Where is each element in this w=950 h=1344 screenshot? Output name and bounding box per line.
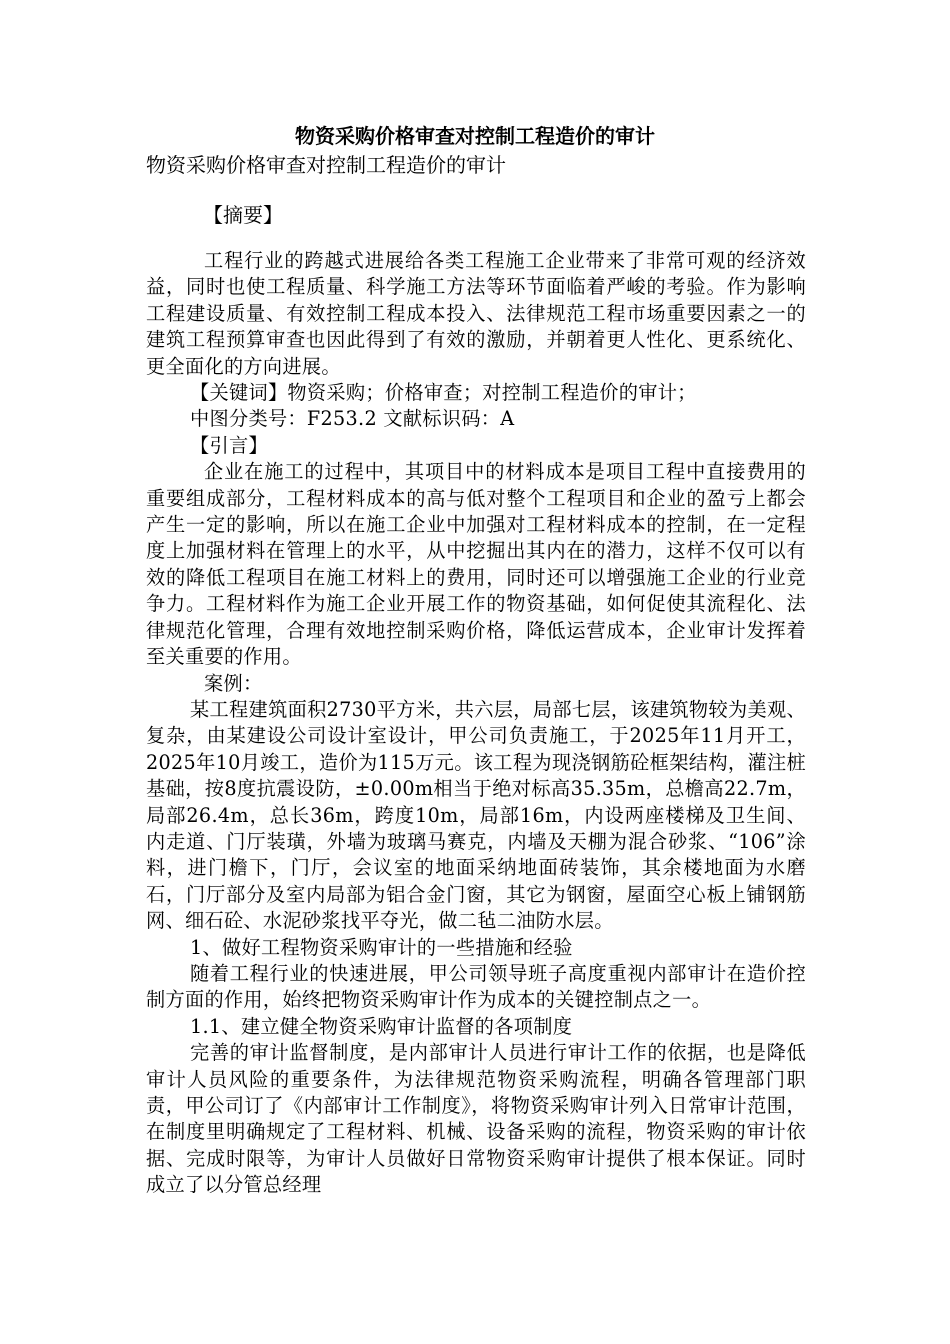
- keywords-line: 【关键词】物资采购；价格审查；对控制工程造价的审计；: [190, 381, 697, 405]
- section-1-heading: 1、做好工程物资采购审计的一些措施和经验: [190, 935, 573, 959]
- classification-line: 中图分类号：F253.2 文献标识码：A: [190, 407, 515, 431]
- abstract-paragraph: 工程行业的跨越式进展给各类工程施工企业带来了非常可观的经济效益，同时也使工程质量、科学施工方法等环节面临着严峻的考验。作为影响工程建设质量、有效控制工程成本投入、法律规范工程市场重要因素之一的建筑工程预算审查也因此得到了有效的激励，并朝着更人性化、更系统化、更全面化的方向进展。: [146, 249, 806, 378]
- introduction-heading: 【引言】: [190, 433, 268, 457]
- introduction-paragraph: 企业在施工的过程中，其项目中的材料成本是项目工程中直接费用的重要组成部分，工程材料成本的高与低对整个工程项目和企业的盈亏上都会产生一定的影响，所以在施工企业中加强对工程材料成本的控制，在一定程度上加强材料在管理上的水平，从中挖掘出其内在的潜力，这样不仅可以有效的降低工程项目在施工材料上的费用，同时还可以增强施工企业的行业竞争力。工程材料作为施工企业开展工作的物资基础，如何促使其流程化、法律规范化管理，合理有效地控制采购价格，降低运营成本，企业审计发挥着至关重要的作用。: [146, 460, 806, 669]
- document-body: [146, 248, 806, 1199]
- case-paragraph: 某工程建筑面积2730平方米，共六层，局部七层，该建筑物较为美观、复杂，由某建设公司设计室设计，甲公司负责施工，于2025年11月开工，2025年10月竣工，造价为115万元。该工程为现浇钢筋砼框架结构，灌注桩基础，按8度抗震设防，±0.00m相当于绝对标高35.35m，总檐高22.7m，局部26.4m，总长36m，跨度10m，局部16m，内设两座楼梯及卫生间、内走道、门厅装璜，外墙为玻璃马赛克，内墙及天棚为混合砂浆、“106”涂料，进门檐下，门厅，会议室的地面采纳地面砖装饰，其余楼地面为水磨石，门厅部分及室内局部为铝合金门窗，其它为钢窗，屋面空心板上铺钢筋网、细石砼、水泥砂浆找平夺光，做二毡二油防水层。: [146, 697, 806, 933]
- abstract-heading: 【摘要】: [203, 203, 283, 227]
- document-title: 物资采购价格审查对控制工程造价的审计: [295, 124, 655, 148]
- section-1-1-heading: 1.1、建立健全物资采购审计监督的各项制度: [190, 1014, 573, 1038]
- document-subtitle: 物资采购价格审查对控制工程造价的审计: [146, 153, 506, 177]
- section-1-1-paragraph: 完善的审计监督制度，是内部审计人员进行审计工作的依据，也是降低审计人员风险的重要条件，为法律规范物资采购流程，明确各管理部门职责，甲公司订了《内部审计工作制度》，将物资采购审计列入日常审计范围，在制度里明确规定了工程材料、机械、设备采购的流程，物资采购的审计依据、完成时限等，为审计人员做好日常物资采购审计提供了根本保证。同时成立了以分管总经理: [146, 1041, 806, 1197]
- section-1-paragraph: 随着工程行业的快速进展，甲公司领导班子高度重视内部审计在造价控制方面的作用，始终把物资采购审计作为成本的关键控制点之一。: [146, 961, 806, 1012]
- case-heading: 案例：: [204, 671, 263, 695]
